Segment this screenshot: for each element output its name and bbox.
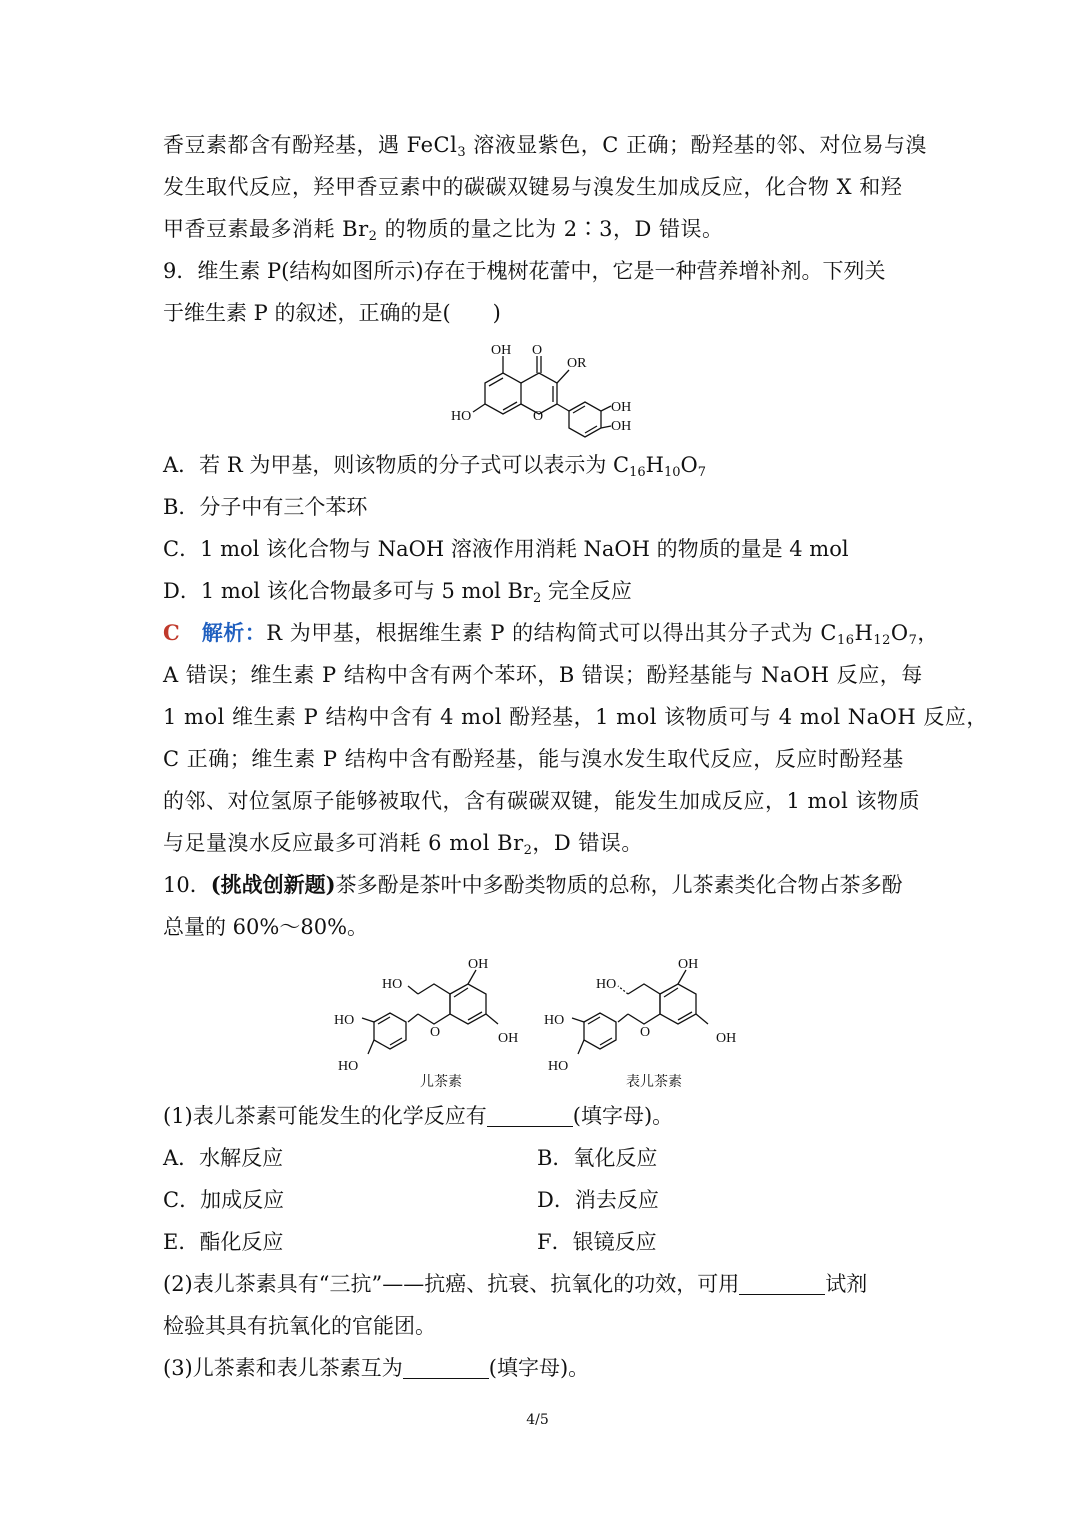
q9-analysis-line-2: A 错误；维生素 P 结构中含有两个苯环，B 错误；酚羟基能与 NaOH 反应，每 xyxy=(163,663,923,687)
catechin-label-oh-right: OH xyxy=(498,1031,519,1046)
q10-sub2-line-2: 检验其具有抗氧化的官能团。 xyxy=(163,1314,436,1338)
q9-stem-line-2: 于维生素 P 的叙述，正确的是( ) xyxy=(163,301,501,325)
q10-stem-line-2: 总量的 60%～80%。 xyxy=(163,915,369,939)
q9-option-c: C．1 mol 该化合物与 NaOH 溶液作用消耗 NaOH 的物质的量是 4 mol xyxy=(163,537,849,561)
analysis-label: 解析： xyxy=(201,620,267,645)
q9-option-a: A．若 R 为甲基，则该物质的分子式可以表示为 $C_{16}H_{10}O_7$ xyxy=(163,453,706,480)
page-number: 4/5 xyxy=(526,1412,549,1428)
q9-analysis-line-1: C 解析：R 为甲基，根据维生素 P 的结构简式可以得出其分子式为 $C_{16}H_{12}O_7$， xyxy=(163,620,939,648)
answer-blank-1[interactable] xyxy=(487,1104,573,1127)
epicatechin-label-oh-right: OH xyxy=(716,1031,737,1046)
q9-stem-line-1: 9．维生素 P(结构如图所示)存在于槐树花蕾中，它是一种营养增补剂。下列关 xyxy=(163,259,886,283)
catechin-label-ho-top: HO xyxy=(382,977,403,992)
q9-analysis-line-3: 1 mol 维生素 P 结构中含有 4 mol 酚羟基，1 mol 该物质可与 4 mol NaOH 反应， xyxy=(163,705,988,729)
option-d: D．消去反应 xyxy=(537,1188,659,1212)
vp-label-ho-left: HO xyxy=(451,409,472,424)
vp-label-o-carbonyl: O xyxy=(532,343,543,358)
prev-explanation-line-1: 香豆素都含有酚羟基，遇 FeCl$_3$ 溶液显紫色，C 正确；酚羟基的邻、对位易与溴 xyxy=(163,133,928,160)
q10-sub3: (3)儿茶素和表儿茶素互为 (填字母)。 xyxy=(163,1356,590,1380)
q10-stem-line-1: 10．(挑战创新题)茶多酚是茶叶中多酚类物质的总称，儿茶素类化合物占茶多酚 xyxy=(163,872,903,897)
vp-label-or: OR xyxy=(567,356,587,371)
vp-label-oh-2: OH xyxy=(611,419,632,434)
q9-option-b: B．分子中有三个苯环 xyxy=(163,495,368,519)
q10-sub2-line-1: (2)表儿茶素具有“三抗”——抗癌、抗衰、抗氧化的功效，可用 试剂 xyxy=(163,1272,868,1296)
q9-answer: C xyxy=(163,620,181,645)
q10-sub1: (1)表儿茶素可能发生的化学反应有 (填字母)。 xyxy=(163,1104,674,1128)
catechin-label-oh-top: OH xyxy=(468,957,489,972)
prev-explanation-line-2: 发生取代反应，羟甲香豆素中的碳碳双键易与溴发生加成反应，化合物 X 和羟 xyxy=(163,175,903,199)
q10-options-row-1 xyxy=(163,1143,915,1173)
q9-analysis-line-5: 的邻、对位氢原子能够被取代，含有碳碳双键，能发生加成反应，1 mol 该物质 xyxy=(163,789,920,813)
epicatechin-label-ho-top: HO xyxy=(596,977,617,992)
option-f: F．银镜反应 xyxy=(537,1230,657,1254)
option-e: E．酯化反应 xyxy=(163,1230,284,1254)
q10-options-row-3 xyxy=(163,1227,915,1257)
answer-blank-2[interactable] xyxy=(739,1272,825,1295)
vp-label-oh-top: OH xyxy=(491,343,512,358)
q9-analysis-line-6: 与足量溴水反应最多可消耗 6 mol $Br_2$，D 错误。 xyxy=(163,831,643,858)
catechin-caption: 儿茶素 xyxy=(420,1075,462,1090)
vp-label-oh-1: OH xyxy=(611,400,632,415)
epicatechin-label-ho-left: HO xyxy=(544,1013,565,1028)
vp-label-o-ring: O xyxy=(533,409,544,424)
option-b: B．氧化反应 xyxy=(537,1146,658,1170)
answer-blank-3[interactable] xyxy=(403,1356,489,1379)
option-a: A．水解反应 xyxy=(163,1146,284,1170)
vitamin-p-structure xyxy=(445,338,635,440)
q9-option-d: D．1 mol 该化合物最多可与 5 mol $Br_2$ 完全反应 xyxy=(163,579,632,606)
catechin-label-ho-bottom: HO xyxy=(338,1059,359,1074)
epicatechin-structure xyxy=(540,952,750,1092)
prev-explanation-line-3: 甲香豆素最多消耗 $Br_2$ 的物质的量之比为 2∶3，D 错误。 xyxy=(163,217,724,244)
q10-options-row-2 xyxy=(163,1185,915,1215)
catechin-structure xyxy=(330,952,530,1092)
catechin-label-ho-left: HO xyxy=(334,1013,355,1028)
option-c: C．加成反应 xyxy=(163,1188,285,1212)
q9-analysis-line-4: C 正确；维生素 P 结构中含有酚羟基，能与溴水发生取代反应，反应时酚羟基 xyxy=(163,747,904,771)
epicatechin-label-o-ring: O xyxy=(640,1025,651,1040)
epicatechin-label-ho-bottom: HO xyxy=(548,1059,569,1074)
epicatechin-label-oh-top: OH xyxy=(678,957,699,972)
epicatechin-caption: 表儿茶素 xyxy=(626,1075,682,1090)
catechin-label-o-ring: O xyxy=(430,1025,441,1040)
